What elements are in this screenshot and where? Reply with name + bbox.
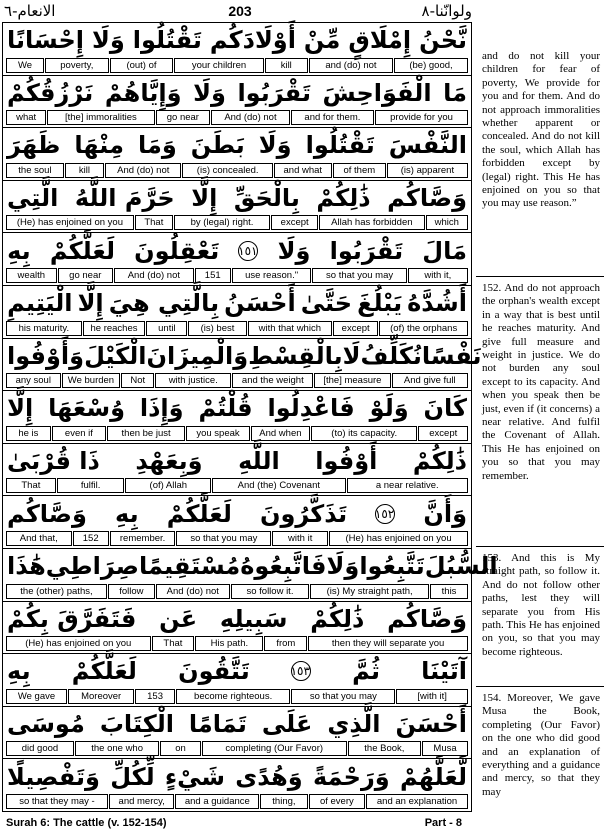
arabic-word: أَحْسَنَ <box>395 710 467 739</box>
english-gloss: except <box>271 215 318 230</box>
english-gloss: so that you may <box>291 689 395 704</box>
arabic-word: وَإِيَّاهُمْ <box>104 78 182 107</box>
arabic-line <box>7 391 467 426</box>
english-gloss: remember. <box>110 531 176 546</box>
arabic-word: شَيْءٍ <box>164 762 226 791</box>
english-gloss: fulfil. <box>57 478 125 493</box>
english-gloss: go near <box>58 268 113 283</box>
english-gloss: That <box>6 478 56 493</box>
arabic-word: صِرَاطِي <box>45 552 139 581</box>
arabic-line <box>7 707 467 742</box>
english-gloss: (to) its capacity. <box>311 426 418 441</box>
arabic-word: تَمَامًا <box>188 710 247 739</box>
english-gloss: then they will separate you <box>308 636 468 651</box>
arabic-word: أَشُدَّهُ <box>407 289 467 318</box>
english-gloss: go near <box>156 110 211 125</box>
english-gloss: And (do) not <box>105 163 181 178</box>
arabic-word: تَقْرَبُوا <box>329 236 404 265</box>
arabic-word: مَا <box>443 78 467 107</box>
divider <box>476 276 604 277</box>
english-gloss: kill <box>265 58 308 73</box>
english-gloss: 151 <box>195 268 231 283</box>
arabic-word: مَالَ <box>422 236 467 265</box>
arabic-word: وَصَّاكُم <box>387 604 467 633</box>
english-gloss: poverty, <box>45 58 109 73</box>
arabic-word: تَتَّقُونَ <box>178 657 250 686</box>
english-gloss-line <box>6 268 468 283</box>
english-gloss-line <box>6 58 468 73</box>
arabic-line <box>7 339 482 374</box>
verse-number-marker: ١٥٣ <box>291 661 311 681</box>
english-gloss-line <box>6 636 468 651</box>
arabic-word: بَطَنَ <box>190 131 245 160</box>
english-gloss: use reason." <box>232 268 312 283</box>
verse-row <box>3 391 471 444</box>
english-gloss: so follow it. <box>231 584 309 599</box>
english-gloss: his maturity. <box>6 321 82 336</box>
arabic-word: وَأَوْفُوا <box>7 341 85 370</box>
arabic-line <box>7 444 467 479</box>
arabic-word: أَوْلَادَكُم <box>209 26 296 55</box>
part-title-arabic: ولوانّنا-٨ <box>421 2 472 20</box>
arabic-word: ظَهَرَ <box>7 131 61 160</box>
english-gloss-line <box>6 689 468 704</box>
arabic-word: وَهُدًى <box>235 762 303 791</box>
english-gloss: (be) good, <box>394 58 468 73</box>
arabic-line <box>7 759 467 794</box>
arabic-word: تَذَكَّرُونَ <box>259 499 348 528</box>
english-gloss: follow <box>108 584 155 599</box>
arabic-word: الْفَوَاحِشَ <box>322 78 432 107</box>
english-gloss: We <box>6 58 44 73</box>
arabic-word: عَن <box>159 604 198 633</box>
verse-row <box>3 339 482 392</box>
arabic-word: لِّكُلِّ <box>110 762 155 791</box>
english-gloss: so that you may <box>312 268 406 283</box>
english-gloss: Moreover <box>68 689 134 704</box>
english-gloss: any soul <box>6 373 61 388</box>
english-gloss: And that, <box>6 531 72 546</box>
english-gloss: so that you may <box>176 531 271 546</box>
page-number: 203 <box>228 3 252 19</box>
english-gloss: of them <box>333 163 386 178</box>
english-gloss: Musa <box>422 741 468 756</box>
english-gloss: [the] measure <box>314 373 390 388</box>
arabic-word: بِهِ <box>115 499 139 528</box>
arabic-word: الْكَيْلَ <box>84 341 147 370</box>
english-gloss: until <box>146 321 187 336</box>
translation-panel <box>476 22 604 812</box>
divider <box>476 546 604 547</box>
english-gloss: and for them. <box>291 110 374 125</box>
translation-paragraph-151: and do not kill your children for fear of poverty, We provide for you and for them. And do not approach immoralities whether apparent or concealed. And do not kill the soul, which Allah has forbidden except by (legal) right. This He has enjoined on you so that you may use reason.” <box>482 50 600 210</box>
verse-row <box>3 759 471 812</box>
arabic-word: هَٰذَا <box>7 552 46 581</box>
arabic-word: تَقْتُلُوا <box>132 26 202 55</box>
arabic-word: فَاعْدِلُوا <box>267 394 355 423</box>
english-gloss: the (other) paths, <box>6 584 107 599</box>
english-gloss: and a guidance <box>175 794 259 809</box>
arabic-line <box>7 654 467 689</box>
english-gloss: by (legal) right. <box>174 215 270 230</box>
english-gloss: That <box>135 215 173 230</box>
english-gloss: even if <box>52 426 106 441</box>
english-gloss: And (do) not <box>211 110 290 125</box>
verse-row <box>3 128 471 181</box>
arabic-word: مِّنْ <box>303 26 341 55</box>
arabic-word: وَصَّاكُم <box>387 184 467 213</box>
arabic-line <box>7 549 498 584</box>
arabic-word: فَاتَّبِعُوهُ <box>240 552 327 581</box>
arabic-word: الْكِتَابَ <box>99 710 174 739</box>
english-gloss-line <box>6 794 468 809</box>
english-gloss: And (the) Covenant <box>212 478 345 493</box>
arabic-word: ذَٰلِكُمْ <box>310 604 365 633</box>
verse-row <box>3 549 498 602</box>
page-footer <box>2 814 472 832</box>
arabic-line <box>7 181 467 216</box>
translation-paragraph-153: 153. And this is My straight path, so follow it. And do not follow other paths, lest they will separate you from His path. This He has enjoined on you, so that you may become righteous. <box>482 552 600 658</box>
english-gloss-line <box>6 110 468 125</box>
arabic-word: وَبِعَهْدِ <box>135 447 203 476</box>
english-gloss: And (do) not <box>156 584 230 599</box>
arabic-word: قُلْتُمْ <box>198 394 253 423</box>
arabic-word: لَعَلَّكُمْ <box>49 236 115 265</box>
english-gloss: he is <box>6 426 51 441</box>
english-gloss: (is) concealed. <box>182 163 272 178</box>
arabic-word: وَلَا <box>258 131 292 160</box>
english-gloss: completing (Our Favor) <box>202 741 347 756</box>
english-gloss: (of) the orphans <box>379 321 468 336</box>
english-gloss: did good <box>6 741 74 756</box>
arabic-word: ذَا قُرْبَىٰ <box>7 447 100 476</box>
arabic-word: تَعْقِلُونَ <box>134 236 220 265</box>
english-gloss: and mercy, <box>109 794 175 809</box>
english-gloss: from <box>264 636 307 651</box>
arabic-word: حَتَّىٰ <box>300 289 353 318</box>
arabic-line <box>7 128 467 163</box>
english-gloss-line <box>6 584 468 599</box>
arabic-word: بِالَّتِي هِيَ <box>108 289 220 318</box>
arabic-word: السُّبُلَ <box>424 552 498 581</box>
english-gloss: your children <box>174 58 263 73</box>
arabic-word: الْيَتِيمِ <box>7 289 73 318</box>
arabic-word: بِهِ <box>7 657 31 686</box>
english-gloss-line <box>6 163 468 178</box>
arabic-word: نَّحْنُ <box>419 26 467 55</box>
english-gloss: except <box>418 426 468 441</box>
verse-row <box>3 707 471 760</box>
arabic-word: نَفْسًا <box>421 341 482 370</box>
english-gloss-line <box>6 426 468 441</box>
arabic-word: كَانَ <box>423 394 467 423</box>
arabic-word: الَّذِي <box>327 710 381 739</box>
english-gloss: what <box>6 110 46 125</box>
english-gloss: on <box>160 741 200 756</box>
english-gloss-line <box>6 478 468 493</box>
english-gloss: he reaches <box>83 321 146 336</box>
arabic-word: حَرَّمَ اللَّهُ <box>74 184 175 213</box>
verse-row <box>3 76 471 129</box>
arabic-word: أَوْفُوا <box>315 447 378 476</box>
arabic-word: نَرْزُقُكُمْ <box>7 78 94 107</box>
word-by-word-panel <box>2 22 498 812</box>
arabic-word: أَحْسَنُ <box>224 289 296 318</box>
arabic-word: وَتَفْصِيلًا <box>7 762 100 791</box>
english-gloss: then be just <box>107 426 185 441</box>
arabic-line <box>7 23 467 58</box>
english-gloss: which <box>426 215 468 230</box>
english-gloss: with justice. <box>155 373 231 388</box>
english-gloss: (of) Allah <box>125 478 211 493</box>
arabic-word: فَتَفَرَّقَ بِكُمْ <box>7 604 137 633</box>
english-gloss: We gave <box>6 689 67 704</box>
english-gloss: His path. <box>195 636 263 651</box>
arabic-word: لَعَلَّكُمْ <box>166 499 232 528</box>
arabic-word: لَعَلَّكُمْ <box>71 657 137 686</box>
english-gloss: [the] immoralities <box>47 110 154 125</box>
english-gloss: so that they may - <box>6 794 108 809</box>
english-gloss: the Book, <box>348 741 421 756</box>
arabic-word: وَلَوْ <box>369 394 409 423</box>
arabic-word: اللَّهِ <box>238 447 280 476</box>
english-gloss: Allah has forbidden <box>319 215 424 230</box>
arabic-word: مُوسَى <box>7 710 85 739</box>
arabic-word: بِهِ <box>7 236 31 265</box>
english-gloss: 152 <box>73 531 109 546</box>
arabic-word: وُسْعَهَا <box>48 394 125 423</box>
arabic-word: بِالْحَقِّ <box>233 184 300 213</box>
english-gloss: of every <box>309 794 365 809</box>
english-gloss: (is) best <box>188 321 246 336</box>
english-gloss: And give full <box>392 373 468 388</box>
arabic-word: ثُمَّ <box>352 657 380 686</box>
english-gloss: with that which <box>248 321 332 336</box>
arabic-word: تَقْرَبُوا <box>237 78 311 107</box>
english-gloss: [with it] <box>396 689 468 704</box>
arabic-word: وَلَا <box>326 552 360 581</box>
footer-surah-label: Surah 6: The cattle (v. 152-154) <box>6 817 167 829</box>
english-gloss: (out) of <box>110 58 174 73</box>
arabic-word: وَصَّاكُم <box>7 499 87 528</box>
english-gloss: with it <box>272 531 328 546</box>
english-gloss: provide for you <box>375 110 468 125</box>
arabic-word: وَأَنَّ <box>423 499 467 528</box>
arabic-word: عَلَى <box>261 710 313 739</box>
arabic-word: تَتَّبِعُوا <box>359 552 425 581</box>
english-gloss-line <box>6 215 468 230</box>
arabic-word: إِلَّا <box>191 184 218 213</box>
arabic-line <box>7 496 467 531</box>
verse-row <box>3 496 471 549</box>
verse-row <box>3 233 471 286</box>
arabic-word: سَبِيلِهِ <box>219 604 288 633</box>
arabic-word: يَبْلُغَ <box>357 289 403 318</box>
english-gloss: except <box>333 321 378 336</box>
arabic-word: لَّعَلَّهُمْ <box>399 762 467 791</box>
arabic-word: مُسْتَقِيمًا <box>138 552 241 581</box>
arabic-word: وَلَا <box>91 26 125 55</box>
arabic-word: ذَٰلِكُمْ <box>316 184 371 213</box>
arabic-word: لَا <box>342 341 361 370</box>
arabic-word: الَّتِي <box>7 184 59 213</box>
arabic-word: نُكَلِّفُ <box>360 341 422 370</box>
english-gloss: 153 <box>135 689 175 704</box>
english-gloss: And (do) not <box>114 268 194 283</box>
verse-row <box>3 181 471 234</box>
arabic-word: ذَٰلِكُمْ <box>412 447 467 476</box>
arabic-word: وَمَا <box>137 131 177 160</box>
english-gloss: and an explanation <box>366 794 468 809</box>
arabic-word: وَلَا <box>193 78 226 107</box>
english-gloss: and the weight <box>232 373 313 388</box>
english-gloss: (He) has enjoined on you <box>329 531 468 546</box>
arabic-word: وَلَا <box>277 236 311 265</box>
verse-row <box>3 444 471 497</box>
arabic-line <box>7 286 467 321</box>
english-gloss: (He) has enjoined on you <box>6 636 151 651</box>
english-gloss-line <box>6 741 468 756</box>
arabic-word: تَقْتُلُوا <box>305 131 375 160</box>
arabic-word: وَرَحْمَةً <box>313 762 390 791</box>
arabic-line <box>7 76 467 111</box>
verse-number-marker: ١٥٢ <box>375 504 395 524</box>
english-gloss: kill <box>65 163 104 178</box>
english-gloss: thing, <box>260 794 307 809</box>
english-gloss: That <box>152 636 195 651</box>
english-gloss: (is) apparent <box>387 163 468 178</box>
arabic-word: آتَيْنَا <box>421 657 467 686</box>
verse-row <box>3 602 471 655</box>
english-gloss: a near relative. <box>347 478 468 493</box>
english-gloss: (is) My straight path, <box>310 584 429 599</box>
verse-row <box>3 654 471 707</box>
english-gloss: with it, <box>408 268 468 283</box>
verse-row <box>3 23 471 76</box>
page-header <box>0 0 606 22</box>
arabic-word: وَإِذَا <box>139 394 184 423</box>
verse-row <box>3 286 471 339</box>
english-gloss-line <box>6 373 468 388</box>
arabic-word: إِلَّا <box>77 289 104 318</box>
arabic-line <box>7 602 467 637</box>
arabic-line <box>7 233 467 268</box>
arabic-word: إِلَّا <box>7 394 34 423</box>
english-gloss: (He) has enjoined on you <box>6 215 134 230</box>
arabic-word: إِحْسَانًا <box>7 26 84 55</box>
english-gloss: Not <box>121 373 154 388</box>
english-gloss-line <box>6 321 468 336</box>
english-gloss: and (do) not <box>309 58 393 73</box>
english-gloss: become righteous. <box>176 689 291 704</box>
english-gloss: wealth <box>6 268 57 283</box>
arabic-word: مِنْهَا <box>74 131 124 160</box>
english-gloss: And when <box>251 426 310 441</box>
english-gloss: the one who <box>75 741 159 756</box>
arabic-word: إِمْلَاقٍ <box>348 26 412 55</box>
english-gloss: the soul <box>6 163 64 178</box>
arabic-word: وَالْمِيزَانَ <box>146 341 249 370</box>
arabic-word: بِالْقِسْطِ <box>248 341 343 370</box>
translation-paragraph-152: 152. And do not approach the orphan's wealth except in a way that is best until he reaches maturity. And give full measure and weight in justice. We do not burden any soul except to its capacity. And when you speak then be just, even if (it concerns) a near relative. And fulfil the Covenant of Allah. This He has enjoined on you so that you may remember. <box>482 282 600 482</box>
english-gloss: and what <box>274 163 332 178</box>
divider <box>476 686 604 687</box>
translation-paragraph-154: 154. Moreover, We gave Musa the Book, completing (Our Favor) on the one who did good and an explanation of everything and a guidance and mercy, so that they may <box>482 692 600 798</box>
english-gloss: We burden <box>62 373 121 388</box>
english-gloss: you speak <box>186 426 250 441</box>
english-gloss-line <box>6 531 468 546</box>
arabic-word: النَّفْسَ <box>388 131 467 160</box>
verse-number-marker: ١٥١ <box>238 241 258 261</box>
footer-part-label: Part - 8 <box>424 817 462 829</box>
english-gloss: this <box>430 584 468 599</box>
surah-title-arabic: الانعام-٦ <box>4 2 56 20</box>
